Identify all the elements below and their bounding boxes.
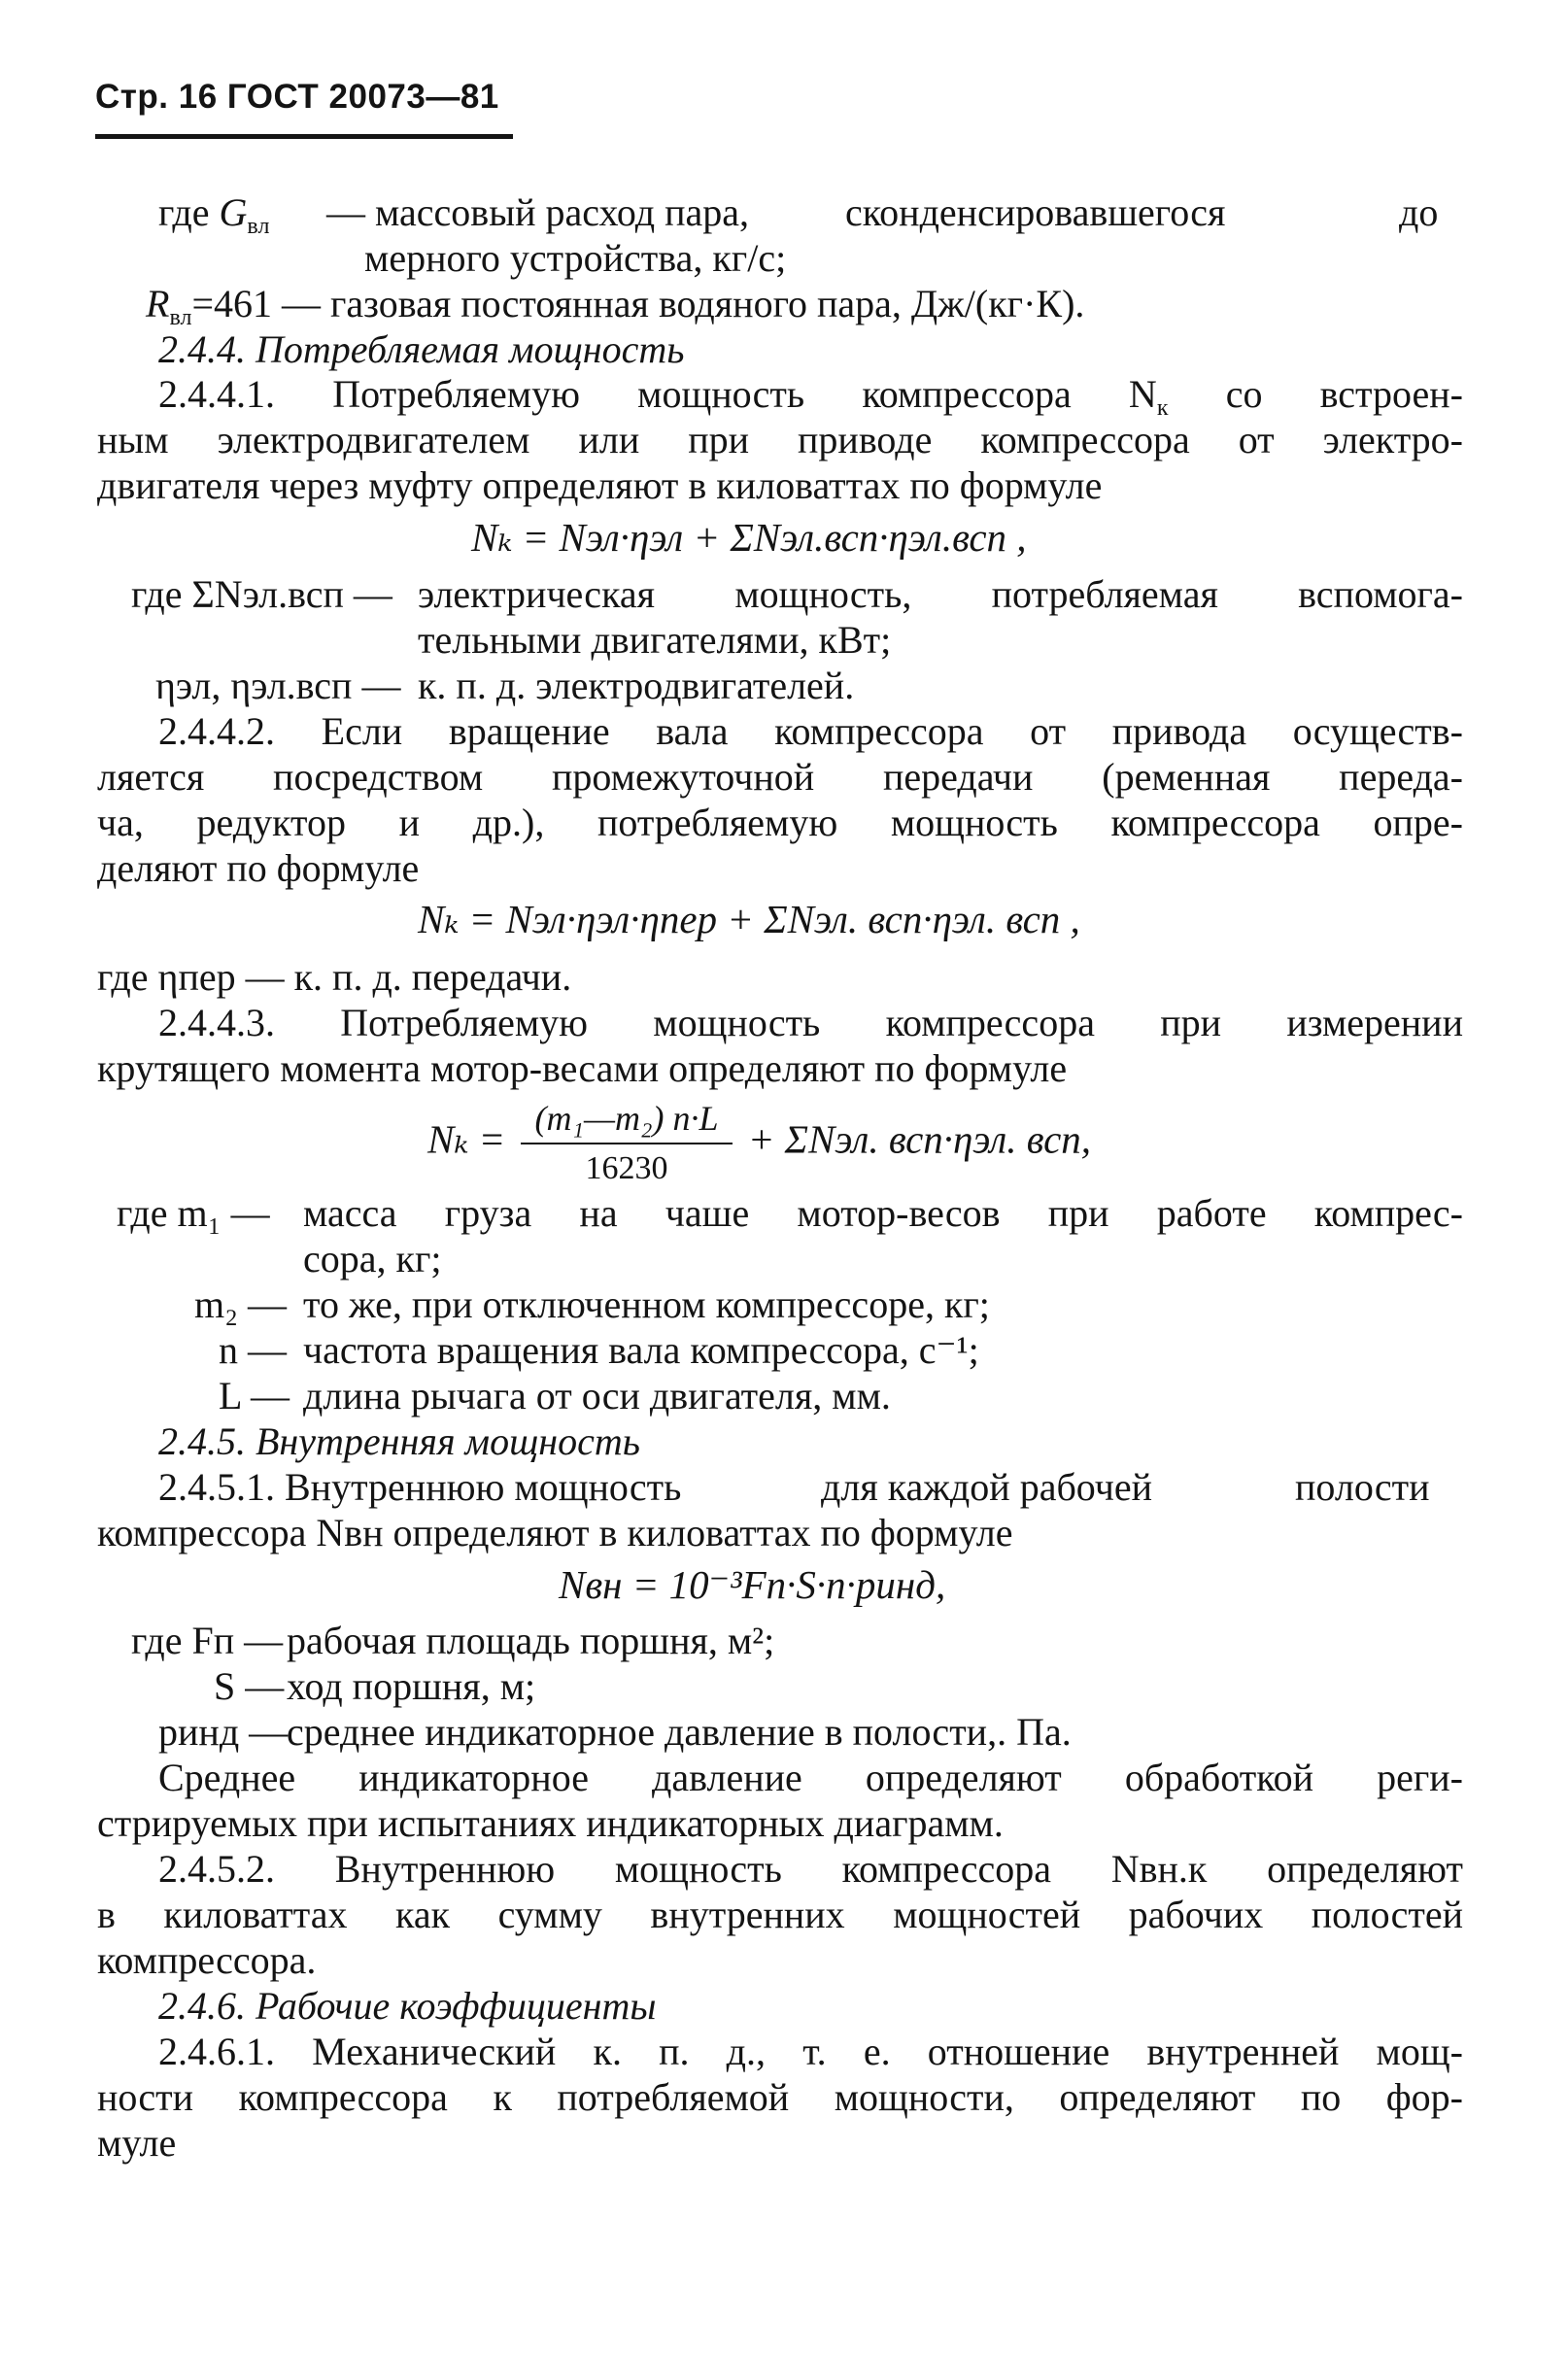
term-subscript: вл (169, 305, 192, 330)
paragraph-line: деляют по формуле (97, 846, 420, 890)
definition-text: мерного устройства, кг/с; (364, 236, 787, 280)
fraction-numerator: (m₁—m₂) n·L (521, 1096, 732, 1144)
definition-text: к. п. д. электродвигателей. (418, 664, 855, 707)
term-text: где G (158, 190, 248, 234)
definition-text: сконденсировавшегося (845, 190, 1226, 234)
formula-2: Nₖ = Nэл·ηэл·ηпер + ΣNэл. всп·ηэл. всп , (418, 897, 1080, 941)
paragraph-text: 2.4.4.1. Потребляемую мощность компрессора N (158, 372, 1157, 416)
formula-lhs: Nₖ = (427, 1116, 506, 1162)
paragraph-line: двигателя через муфту определяют в киловаттах по формуле (97, 463, 1103, 507)
paragraph-line: крутящего момента мотор-весами определяют по формуле (97, 1046, 1068, 1090)
definition-text: =461 — газовая постоянная водяного пара, Дж/(кг·К). (191, 282, 1085, 325)
paragraph-line: ча, редуктор и др.), потребляемую мощность компрессора опре- (97, 801, 1463, 844)
fraction-denominator: 16230 (585, 1150, 668, 1186)
paragraph-line: 2.4.4.2. Если вращение вала компрессора от привода осуществ- (158, 709, 1463, 753)
paragraph-line: муле (97, 2121, 177, 2165)
formula-fraction (521, 1096, 732, 1191)
paragraph-line: в киловаттах как сумму внутренних мощностей рабочих полостей (97, 1893, 1463, 1936)
paragraph-line: 2.4.4.3. Потребляемую мощность компрессора при измерении (158, 1001, 1463, 1044)
formula-4: Nвн = 10⁻³Fп·S·n·pинд, (559, 1562, 946, 1607)
page-header: Стр. 16 ГОСТ 20073—81 (95, 78, 499, 116)
definition-term: ηэл, ηэл.всп — (155, 664, 401, 707)
section-heading-text: 2.4.6. Рабочие коэффициенты (158, 1984, 657, 2028)
definition-term: где m₁ — (117, 1191, 270, 1235)
paragraph-line: ляется посредством промежуточной передачи (ременная переда- (97, 755, 1463, 799)
paragraph-line: ным электродвигателем или при приводе компрессора от электро- (97, 418, 1463, 461)
formula-rhs: + ΣNэл. всп·ηэл. всп, (747, 1116, 1092, 1162)
definition-term: $R_{вл}=461$ — газовая постоянная водяного пара, Дж/(кг·К). (146, 282, 1085, 330)
definition-term: pинд — (158, 1710, 289, 1754)
section-heading-2-4-6 (158, 1984, 656, 2029)
paragraph-line: Среднее индикаторное давление определяют обработкой реги- (158, 1756, 1463, 1799)
paragraph-line: ности компрессора к потребляемой мощности, определяют по фор- (97, 2075, 1463, 2119)
definition-text: электрическая мощность, потребляемая вспомога- (418, 572, 1463, 616)
paragraph-line: 2.4.6.1. Механический к. п. д., т. е. отношение внутренней мощ- (158, 2030, 1463, 2073)
definition-text: частота вращения вала компрессора, с⁻¹; (303, 1328, 979, 1372)
paragraph-text: для каждой рабочей (821, 1465, 1153, 1509)
definition-term: где ΣNэл.всп — (131, 572, 392, 616)
paragraph-line: стрируемых при испытаниях индикаторных диаграмм. (97, 1801, 1004, 1845)
section-heading-text: 2.4.5. Внутренняя мощность (158, 1419, 640, 1463)
section-heading-2-4-4 (158, 327, 684, 372)
formula-1: Nₖ = Nэл·ηэл + ΣNэл.всп·ηэл.всп , (471, 515, 1027, 560)
definition-term: где Fп — (131, 1619, 284, 1662)
paragraph-text: полости (1295, 1465, 1430, 1509)
definition-text: масса груза на чаше мотор-весов при работе компрес- (303, 1191, 1463, 1235)
definition-text: среднее индикаторное давление в полости,. Па. (287, 1710, 1072, 1754)
definition-term: n — (219, 1328, 287, 1372)
definition-term: L — (219, 1374, 290, 1417)
term-subscript: вл (247, 214, 270, 239)
header-rule (95, 134, 513, 139)
paragraph-text: со встроен- (1168, 372, 1463, 416)
definition-line: где ηпер — к. п. д. передачи. (97, 955, 572, 999)
paragraph-line: компрессора Nвн определяют в киловаттах по формуле (97, 1511, 1013, 1554)
definition-text: — массовый расход пара, (326, 190, 750, 234)
paragraph-subscript: к (1156, 395, 1169, 421)
definition-term (158, 190, 269, 249)
definition-term: S — (214, 1664, 285, 1708)
section-heading-text: 2.4.4. Потребляемая мощность (158, 327, 685, 371)
definition-text: рабочая площадь поршня, м²; (287, 1619, 775, 1662)
section-heading-2-4-5 (158, 1419, 640, 1464)
definition-text: то же, при отключенном компрессоре, кг; (303, 1282, 990, 1326)
definition-text: до (1399, 190, 1439, 234)
paragraph-text: 2.4.5.1. Внутреннюю мощность (158, 1465, 682, 1509)
definition-term: m₂ — (194, 1282, 288, 1326)
paragraph-line: 2.4.5.2. Внутреннюю мощность компрессора Nвн.к определяют (158, 1847, 1463, 1891)
definition-text: тельными двигателями, кВт; (418, 618, 892, 662)
formula-3 (427, 1096, 1091, 1191)
definition-text: длина рычага от оси двигателя, мм. (303, 1374, 891, 1417)
definition-text: ход поршня, м; (287, 1664, 536, 1708)
paragraph-line: компрессора. (97, 1938, 317, 1982)
definition-text: сора, кг; (303, 1237, 442, 1280)
